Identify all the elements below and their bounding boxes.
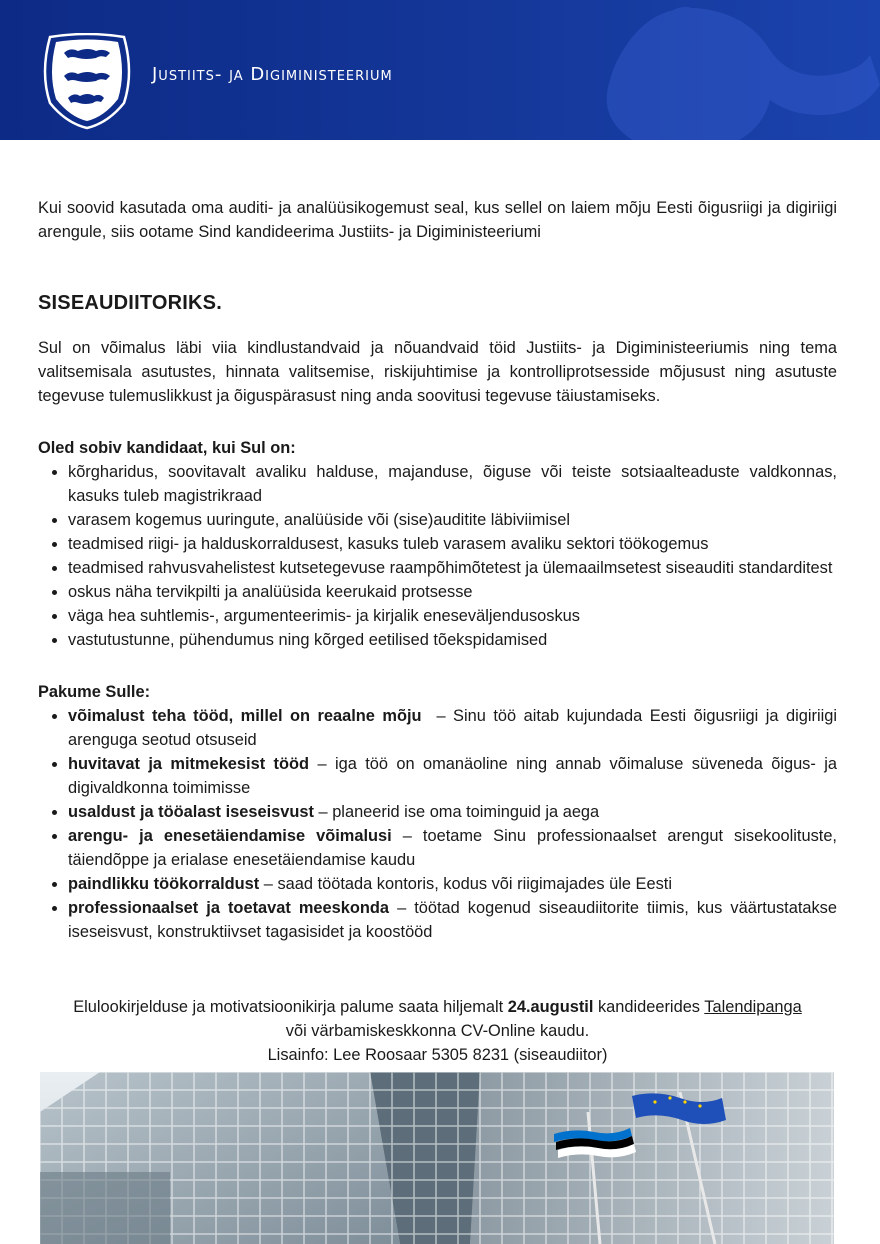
offer-item-title: arengu- ja enesetäiendamise võimalusi <box>68 827 392 845</box>
contact-info: Lisainfo: Lee Roosaar 5305 8231 (siseaudiitor) <box>267 1046 608 1064</box>
requirements-list <box>38 460 837 652</box>
offer-item-title: professionaalset ja toetavat meeskonda <box>68 899 390 917</box>
header-banner <box>0 0 880 140</box>
deadline-text-2: kandideerides <box>593 998 705 1016</box>
list-item: • väga hea suhtlemis-, argumenteerimis- ja kirjalik eneseväljendusoskus <box>68 604 837 628</box>
coat-of-arms-icon <box>42 33 132 130</box>
talendipank-link[interactable]: Talendipanga <box>704 998 802 1016</box>
list-item: • vastutustunne, pühendumus ning kõrged eetilised tõekspidamised <box>68 628 837 652</box>
role-description: Sul on võimalus läbi viia kindlustandvaid ja nõuandvaid töid Justiits- ja Digiministeeriumis ning tema valitsemisala asutustes, hinnata valitsemise, riskijuhtimise ja kontrolliprotsesside mõjusust ning asutuste tegevuse tulemuslikkust ja õiguspärasust ning anda soovitusi tegevuse täiustamiseks. <box>38 339 837 405</box>
offer-item-title: paindlikku töökorraldust <box>68 875 260 893</box>
offer-item-title: huvitavat ja mitmekesist tööd <box>68 755 310 773</box>
ministry-name: Justiits- ja Digiministeerium <box>152 64 393 85</box>
estonian-flag-icon <box>554 1128 636 1158</box>
building-with-flags-icon <box>40 1072 834 1244</box>
offer-item-text: – saad töötada kontoris, kodus või riigimajades üle Eesti <box>259 875 672 893</box>
list-item <box>68 704 842 752</box>
offer-item-text: – töötad kogenud siseaudiitorite tiimis, kus väärtustatakse iseseisvust, konstruktiivset tagasisidet ja koostööd <box>68 899 837 941</box>
application-deadline-line <box>38 995 837 1019</box>
list-item: • teadmised rahvusvahelistest kutsetegevuse raampõhimõtetest ja ülemaailmsetest siseauditi standarditest <box>68 556 837 580</box>
offer-item-title: võimalust teha tööd, millel on reaalne mõju <box>68 707 422 725</box>
list-item <box>68 800 837 824</box>
deadline-date: 24.augustil <box>507 998 594 1016</box>
offer-item-title: usaldust ja tööalast iseseisvust <box>68 803 314 821</box>
application-info <box>38 995 837 1067</box>
offer-item-text: – toetame Sinu professionaalset arengut sisekoolituste, täiendõppe ja erialase enesetäiendamise kaudu <box>68 827 837 869</box>
offer-list <box>38 704 842 944</box>
deadline-text: Elulookirjelduse ja motivatsioonikirja palume saata hiljemalt <box>73 998 508 1016</box>
cv-online-line: või värbamiskeskkonna CV-Online kaudu. <box>285 1022 590 1040</box>
list-item: • oskus näha tervikpilti ja analüüsida keerukaid protsesse <box>68 580 837 604</box>
requirements-heading: Oled sobiv kandidaat, kui Sul on: <box>38 439 296 457</box>
list-item: • teadmised riigi- ja halduskorraldusest, kasuks tuleb varasem avaliku sektori töökogemus <box>68 532 837 556</box>
intro-paragraph: Kui soovid kasutada oma auditi- ja analüüsikogemust seal, kus sellel on laiem mõju Eesti õigusriigi ja digiriigi arengule, siis ootame Sind kandideerima Justiits- ja Digiministeeriumi <box>38 199 837 241</box>
list-item <box>68 824 837 872</box>
lion-watermark-icon <box>540 0 880 140</box>
list-item: • kõrgharidus, soovitavalt avaliku halduse, majanduse, õiguse või teiste sotsiaalteaduste valdkonnas, kasuks tuleb magistrikraad <box>68 460 837 508</box>
position-title: SISEAUDIITORIKS. <box>38 292 222 314</box>
offer-item-text: – planeerid ise oma toiminguid ja aega <box>313 803 600 821</box>
list-item: • varasem kogemus uuringute, analüüside või (sise)auditite läbiviimisel <box>68 508 837 532</box>
offer-item-text: – iga töö on omanäoline ning annab võimaluse süveneda õigus- ja digivaldkonna toimimisse <box>68 755 837 797</box>
list-item <box>68 896 837 944</box>
offer-heading: Pakume Sulle: <box>38 683 151 701</box>
list-item <box>68 752 837 800</box>
job-ad-body <box>38 196 842 944</box>
building-photo <box>40 1072 834 1244</box>
list-item <box>68 872 837 896</box>
offer-item-text: – Sinu töö aitab kujundada Eesti õigusriigi ja digiriigi arenguga seotud otsuseid <box>68 707 842 749</box>
